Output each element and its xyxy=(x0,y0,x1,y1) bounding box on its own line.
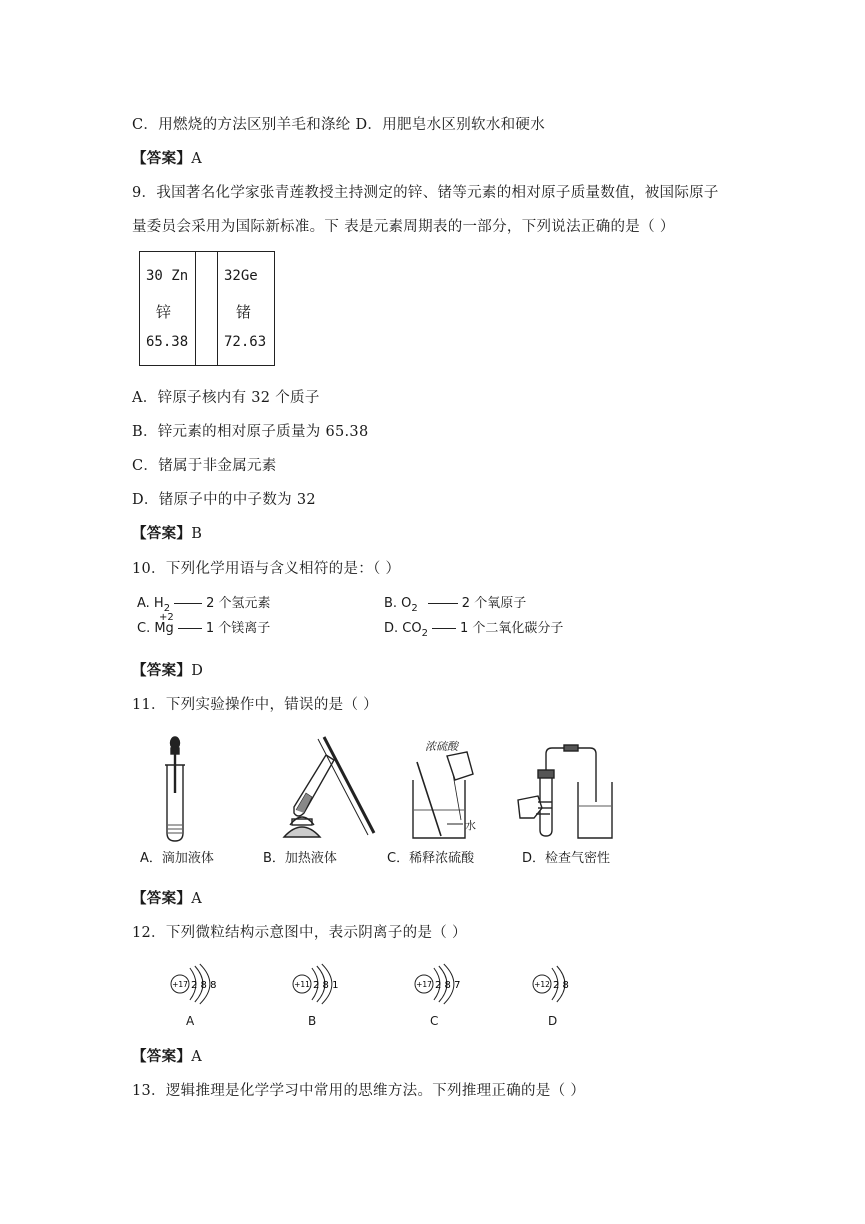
q9-stem-line2: 量委员会采用为国际新标准。下 表是元素周期表的一部分，下列说法正确的是（ ） xyxy=(132,219,675,235)
q10-answer: 【答案】D xyxy=(132,662,204,679)
nucleus-charge: +17 xyxy=(172,980,188,989)
q9-answer: 【答案】B xyxy=(132,525,203,542)
airtightness-figure xyxy=(514,742,619,842)
atom-label-d: D xyxy=(548,1014,558,1028)
zinc-cell xyxy=(140,252,196,365)
q12-answer: 【答案】A xyxy=(132,1048,202,1065)
germanium-cell xyxy=(217,252,275,365)
atom-diagram-a xyxy=(168,962,238,1006)
q11-answer: 【答案】A xyxy=(132,890,202,907)
q9-option-b: B．锌元素的相对原子质量为 65.38 xyxy=(132,424,369,440)
pouring-beaker xyxy=(447,752,473,780)
dropper-bulb xyxy=(171,737,180,749)
hand xyxy=(518,796,542,818)
acid-label: 浓硫酸 xyxy=(425,740,458,753)
atom-diagram-b xyxy=(290,962,360,1006)
germanium-header: 32Ge xyxy=(224,268,258,284)
tube-holder xyxy=(324,737,374,833)
electron-counts: 2 8 7 xyxy=(435,980,461,991)
q12-stem: 12．下列微粒结构示意图中，表示阴离子的是（ ） xyxy=(132,925,467,941)
electron-counts: 2 8 1 xyxy=(313,980,339,991)
q10-stem: 10．下列化学用语与含义相符的是：（ ） xyxy=(132,561,401,577)
nucleus-charge: +12 xyxy=(534,980,550,989)
q11-caption-a: A．滴加液体 xyxy=(140,851,214,866)
atom-label-c: C xyxy=(430,1014,439,1028)
electron-counts: 2 8 8 xyxy=(191,980,217,991)
zinc-mass: 65.38 xyxy=(146,334,189,350)
electron-counts: 2 8 xyxy=(553,980,569,991)
periodic-table-snippet xyxy=(139,251,275,366)
zinc-header: 30 Zn xyxy=(146,268,189,284)
dash xyxy=(174,603,202,604)
q8-options-cd: C．用燃烧的方法区别羊毛和涤纶 D．用肥皂水区别软水和硬水 xyxy=(132,117,546,133)
dash xyxy=(428,603,458,604)
q11-caption-d: D．检查气密性 xyxy=(522,851,611,866)
alcohol-lamp xyxy=(284,827,320,837)
water-label: 水 xyxy=(465,819,476,832)
glass-rod xyxy=(417,762,441,836)
q13-stem: 13．逻辑推理是化学学习中常用的思维方法。下列推理正确的是（ ） xyxy=(132,1083,586,1099)
atom-diagram-d xyxy=(530,962,600,1006)
q11-caption-b: B．加热液体 xyxy=(263,851,337,866)
q10-option-c: C. Mg +2 1 个镁离子 xyxy=(137,612,271,636)
flame xyxy=(290,817,314,825)
q11-caption-c: C．稀释浓硫酸 xyxy=(387,851,475,866)
zinc-name: 锌 xyxy=(156,303,172,321)
beaker xyxy=(578,782,612,838)
dash xyxy=(432,628,456,629)
nucleus-charge: +17 xyxy=(416,980,432,989)
q10-option-a: A. $H_2$ 2 个氢元素 xyxy=(137,596,271,614)
atom-label-a: A xyxy=(186,1014,195,1028)
q9-stem-line1: 9．我国著名化学家张青莲教授主持测定的锌、锗等元素的相对原子质量数值，被国际原子 xyxy=(132,185,719,201)
dropper-tube-figure xyxy=(155,735,205,845)
q9-option-c: C．锗属于非金属元素 xyxy=(132,458,277,474)
q9-option-d: D．锗原子中的中子数为 32 xyxy=(132,492,316,508)
nucleus-charge: +11 xyxy=(294,980,310,989)
q9-option-a: A．锌原子核内有 32 个质子 xyxy=(132,390,320,406)
q11-stem: 11．下列实验操作中，错误的是（ ） xyxy=(132,697,378,713)
q10-option-b: B. $O_2$ 2 个氧原子 xyxy=(384,596,527,614)
heating-liquid-figure xyxy=(282,735,382,845)
atom-diagram-c xyxy=(412,962,482,1006)
germanium-name: 锗 xyxy=(236,303,252,321)
q10-option-d: D. $CO_2$ 1 个二氧化碳分子 xyxy=(384,621,564,639)
atom-label-b: B xyxy=(308,1014,317,1028)
q8-answer: 【答案】A xyxy=(132,150,202,167)
germanium-mass: 72.63 xyxy=(224,334,267,350)
dash xyxy=(178,628,202,629)
dilution-figure xyxy=(405,752,500,842)
